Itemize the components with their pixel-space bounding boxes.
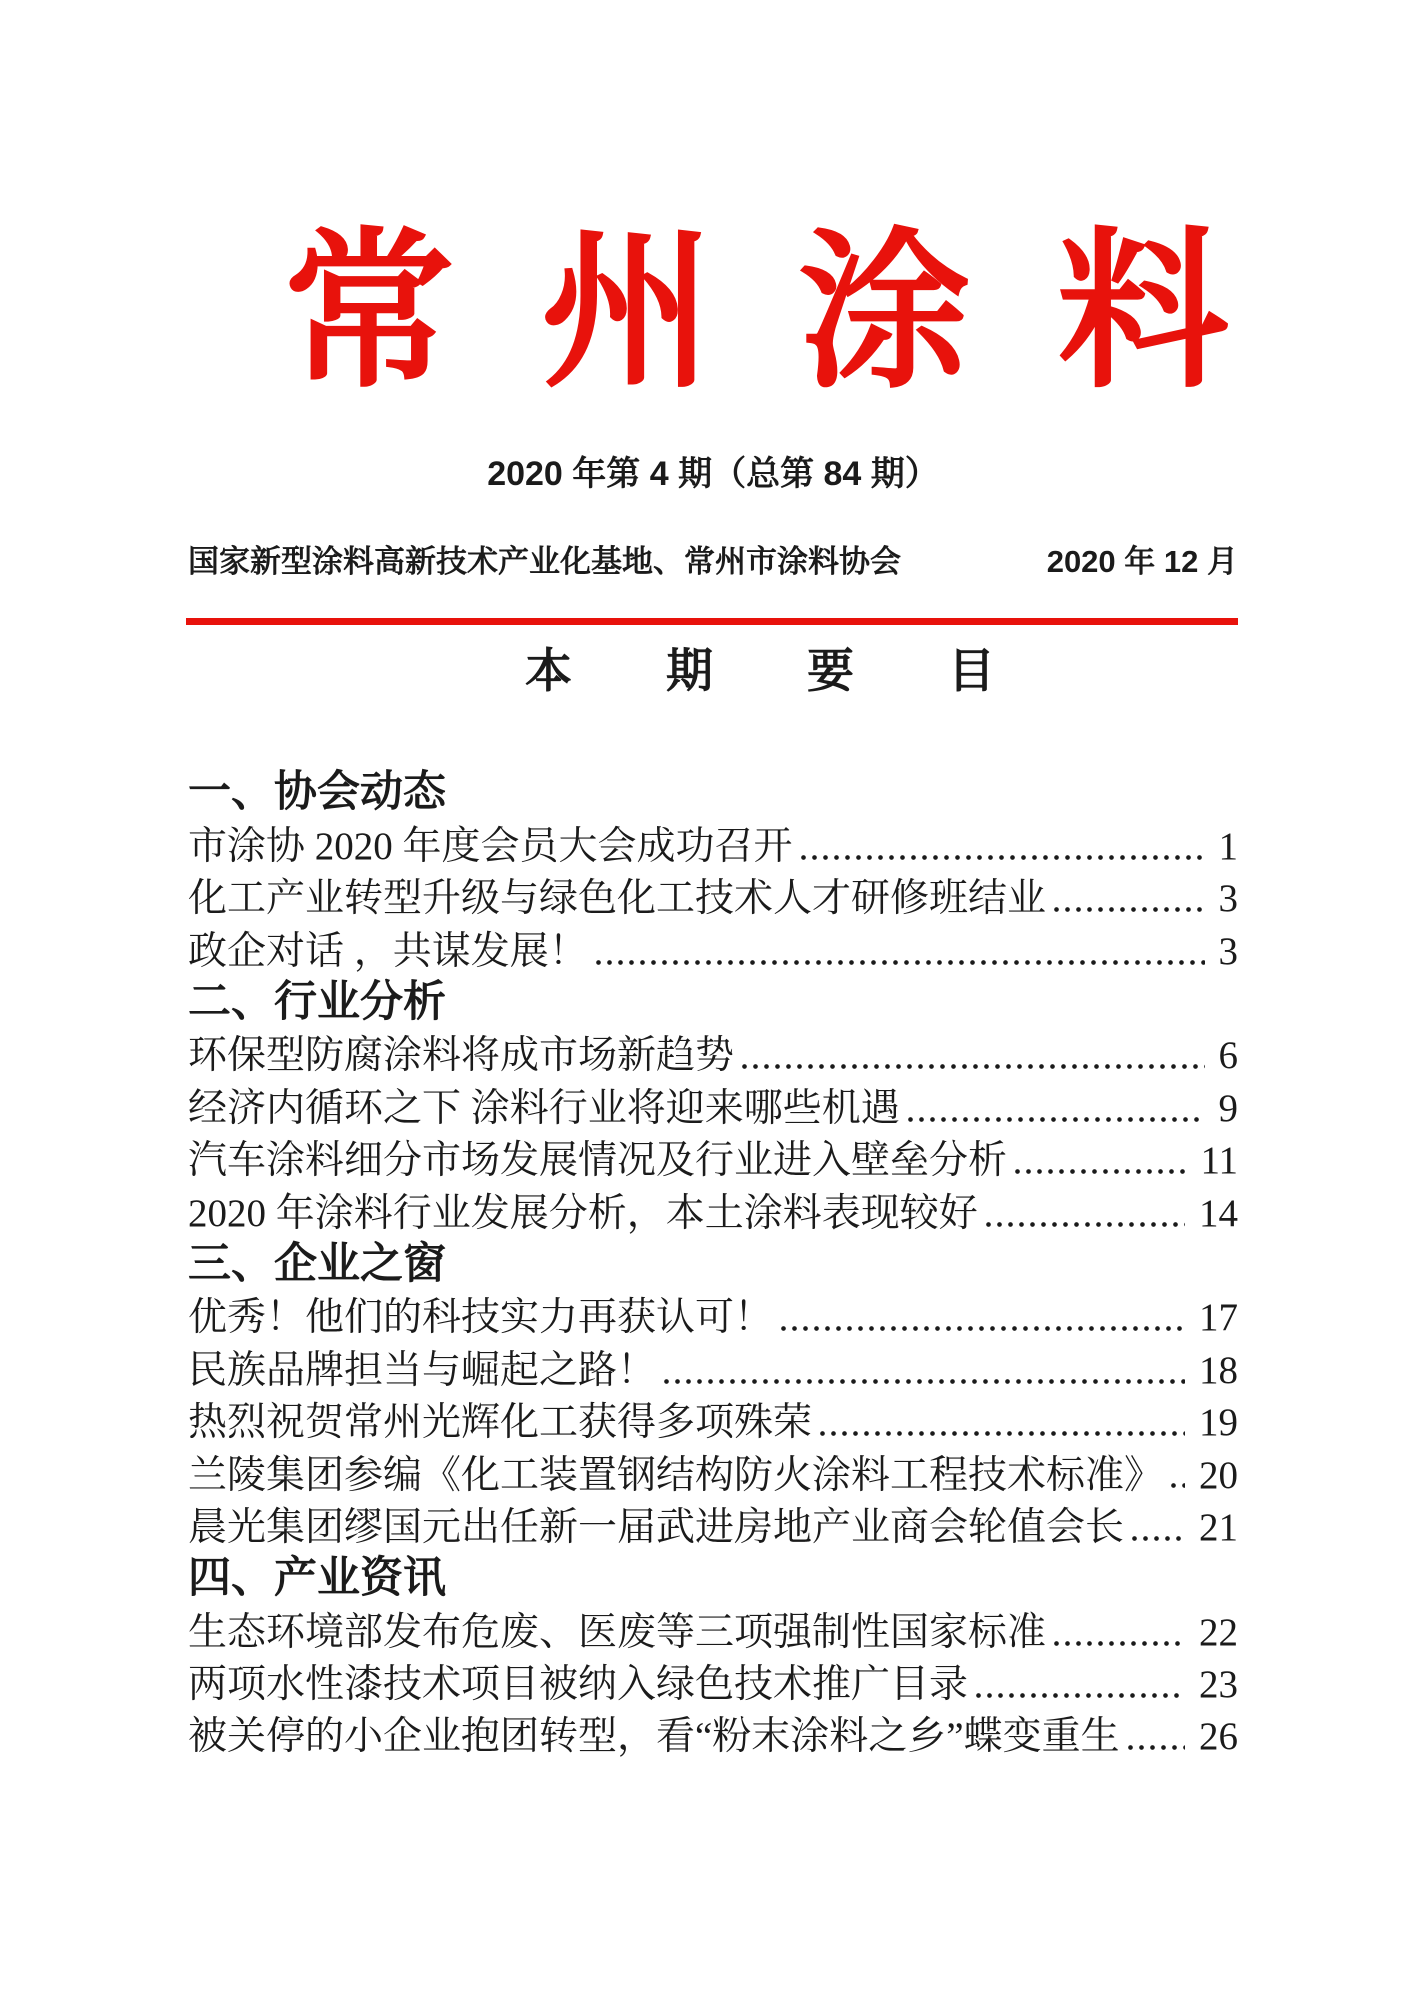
toc-page-number: 9 <box>1218 1086 1238 1130</box>
toc-entry-title: 兰陵集团参编《化工装置钢结构防火涂料工程技术标准》 <box>188 1453 1164 1497</box>
red-divider <box>186 618 1238 625</box>
toc-page-number: 3 <box>1218 929 1238 973</box>
toc-entry <box>188 1601 1238 1653</box>
toc-page-number: 6 <box>1218 1034 1238 1078</box>
toc-page-number: 20 <box>1199 1453 1238 1497</box>
toc-entry <box>188 815 1238 867</box>
toc-section-label: 四、产业资讯 <box>188 1554 446 1602</box>
toc-entry <box>188 1392 1238 1444</box>
issue-date: 2020 年 12 月 <box>1046 544 1238 579</box>
toc-entry-title: 优秀！他们的科技实力再获认可！ <box>188 1296 774 1340</box>
toc-entry-title: 热烈祝贺常州光辉化工获得多项殊荣 <box>188 1401 813 1445</box>
toc-section-header <box>188 1549 1238 1601</box>
dot-leader <box>596 960 1205 965</box>
publisher-name: 国家新型涂料高新技术产业化基地、常州市涂料协会 <box>188 544 901 579</box>
page-title: 常州涂料 <box>283 219 1315 409</box>
toc-entry <box>188 1025 1238 1077</box>
toc-entry-title: 经济内循环之下 涂料行业将迎来哪些机遇 <box>188 1086 900 1130</box>
toc-page-number: 14 <box>1199 1191 1238 1235</box>
toc-section-header <box>188 763 1238 815</box>
dot-leader <box>976 1693 1185 1698</box>
dot-leader <box>664 1379 1185 1384</box>
dot-leader <box>801 855 1205 860</box>
toc-entry <box>188 1496 1238 1548</box>
dot-leader <box>1054 907 1204 912</box>
toc-entry <box>188 1077 1238 1129</box>
dot-leader <box>1128 1745 1185 1750</box>
toc-page-number: 3 <box>1218 877 1238 921</box>
toc-entry <box>188 1182 1238 1234</box>
toc-entry-title: 2020 年涂料行业发展分析，本土涂料表现较好 <box>188 1191 978 1235</box>
dot-leader <box>820 1431 1185 1436</box>
toc-page-number: 18 <box>1199 1348 1238 1392</box>
issue-number-line: 2020 年第 4 期（总第 84 期） <box>487 455 939 493</box>
dot-leader <box>1054 1641 1185 1646</box>
toc-section-header <box>188 973 1238 1025</box>
toc-entry <box>188 1339 1238 1391</box>
toc-entry-title: 民族品牌担当与崛起之路！ <box>188 1348 657 1392</box>
toc-entry <box>188 1654 1238 1706</box>
toc-page-number: 17 <box>1199 1296 1238 1340</box>
toc-page-number: 1 <box>1218 824 1238 868</box>
toc-section-header <box>188 1235 1238 1287</box>
dot-leader <box>986 1222 1185 1227</box>
toc-section-label: 一、协会动态 <box>188 768 446 816</box>
toc-section-label: 三、企业之窗 <box>188 1239 446 1287</box>
toc-entry <box>188 1130 1238 1182</box>
toc-entry-title: 环保型防腐涂料将成市场新趋势 <box>188 1034 735 1078</box>
toc-section-label: 二、行业分析 <box>188 977 446 1025</box>
dot-leader <box>742 1064 1204 1069</box>
toc-page-number: 11 <box>1200 1139 1238 1183</box>
toc-page-number: 26 <box>1199 1715 1238 1759</box>
toc-entry-title: 化工产业转型升级与绿色化工技术人才研修班结业 <box>188 877 1047 921</box>
toc-page-number: 23 <box>1199 1663 1238 1707</box>
toc-entry-title: 生态环境部发布危废、医废等三项强制性国家标准 <box>188 1610 1047 1654</box>
toc-page-number: 19 <box>1199 1401 1238 1445</box>
toc-entry <box>188 868 1238 920</box>
dot-leader <box>1015 1169 1186 1174</box>
table-of-contents <box>188 763 1238 1758</box>
toc-entry <box>188 1444 1238 1496</box>
toc-entry-title: 汽车涂料细分市场发展情况及行业进入壁垒分析 <box>188 1139 1008 1183</box>
toc-entry-title: 晨光集团缪国元出任新一届武进房地产业商会轮值会长 <box>188 1505 1125 1549</box>
toc-entry <box>188 920 1238 972</box>
toc-entry-title: 政企对话 ，共谋发展！ <box>188 929 588 973</box>
publisher-row <box>188 541 1238 583</box>
contents-heading: 本期要目 <box>525 644 1089 697</box>
toc-entry-title: 两项水性漆技术项目被纳入绿色技术推广目录 <box>188 1663 969 1707</box>
toc-entry-title: 市涂协 2020 年度会员大会成功召开 <box>188 824 793 868</box>
toc-page-number: 22 <box>1199 1610 1238 1654</box>
toc-entry <box>188 1706 1238 1758</box>
toc-entry-title: 被关停的小企业抱团转型，看“粉末涂料之乡”蝶变重生 <box>188 1715 1120 1759</box>
dot-leader <box>908 1117 1205 1122</box>
dot-leader <box>1171 1483 1185 1488</box>
dot-leader <box>1132 1536 1185 1541</box>
dot-leader <box>781 1326 1185 1331</box>
toc-entry <box>188 1287 1238 1339</box>
toc-page-number: 21 <box>1199 1505 1238 1549</box>
